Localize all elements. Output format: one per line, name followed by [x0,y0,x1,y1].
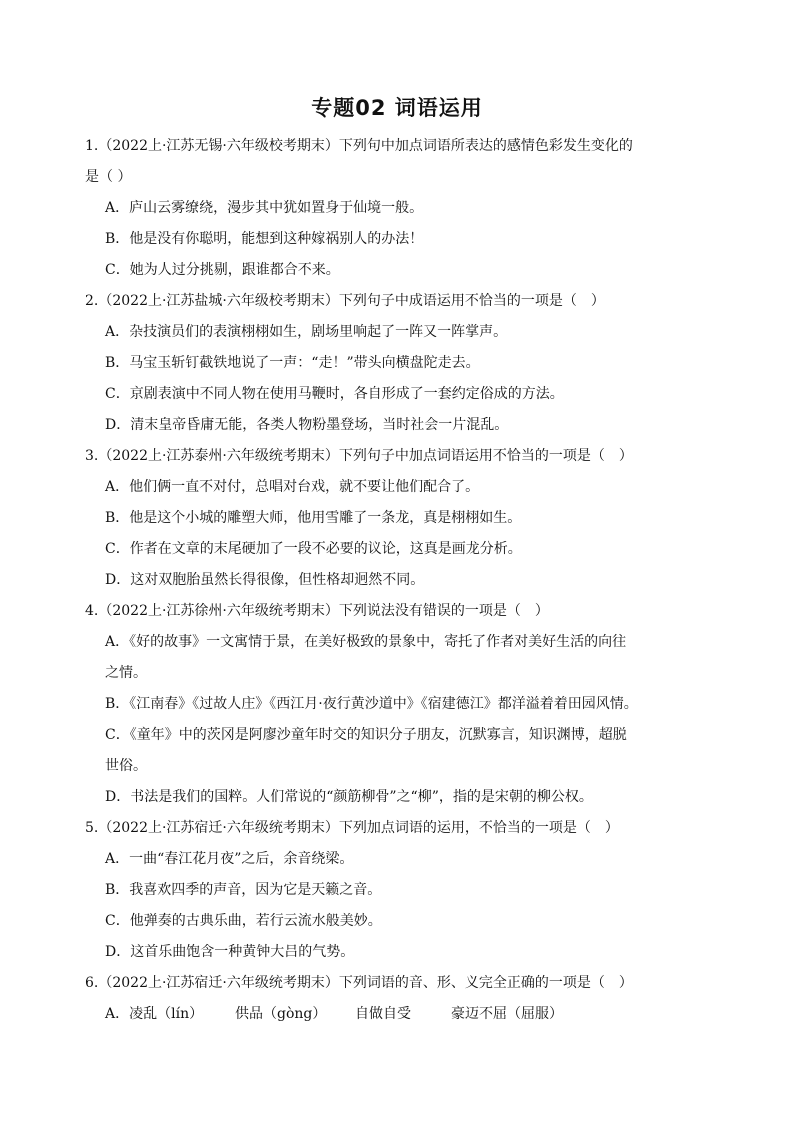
question-list [85,131,713,1030]
option-a-word-3: 自做自受 [355,1006,411,1022]
option-a-word-1: A．凌乱（lín） [105,1006,204,1022]
option-a-row [85,999,713,1030]
option-b: B．他是没有你聪明，能想到这种嫁祸别人的办法！ [105,231,424,247]
question-stem: 2.（2022上·江苏盐城·六年级校考期末）下列句子中成语运用不恰当的一项是（ ） [85,293,605,309]
question-1 [85,131,713,286]
option-a-continued: 之情。 [105,665,147,681]
option-b: B．马宝玉斩钉截铁地说了一声：“走！”带头向横盘陀走去。 [105,355,480,371]
question-stem: 4.（2022上·江苏徐州·六年级统考期末）下列说法没有错误的一项是（ ） [85,603,549,619]
option-d: D．清末皇帝昏庸无能，各类人物粉墨登场，当时社会一片混乱。 [105,417,509,433]
question-3 [85,441,713,596]
option-d: D．这对双胞胎虽然长得很像，但性格却迥然不同。 [105,572,425,588]
option-c: C．《童年》中的茨冈是阿廖沙童年时交的知识分子朋友，沉默寡言，知识渊博，超脱 [105,727,627,743]
question-6 [85,968,713,1030]
option-a: A．一曲“春江花月夜”之后，余音绕梁。 [105,851,354,867]
option-b: B．我喜欢四季的声音，因为它是天籁之音。 [105,882,382,898]
option-a: A．杂技演员们的表演栩栩如生，剧场里响起了一阵又一阵掌声。 [105,324,508,340]
question-stem: 6.（2022上·江苏宿迁·六年级统考期末）下列词语的音、形、义完全正确的一项是（ ） [85,975,633,991]
question-stem: 3.（2022上·江苏泰州·六年级统考期末）下列句子中加点词语运用不恰当的一项是（ ） [85,448,633,464]
question-stem: 5.（2022上·江苏宿迁·六年级统考期末）下列加点词语的运用，不恰当的一项是（ ） [85,820,619,836]
option-b: B．他是这个小城的雕塑大师，他用雪雕了一条龙，真是栩栩如生。 [105,510,522,526]
option-c: C．她为人过分挑剔，跟谁都合不来。 [105,262,340,278]
option-d: D．这首乐曲饱含一种黄钟大吕的气势。 [105,944,355,960]
option-a-word-2: 供品（gòng） [235,1006,327,1022]
option-a: A．庐山云雾缭绕，漫步其中犹如置身于仙境一般。 [105,200,424,216]
option-a: A．他们俩一直不对付，总唱对台戏，就不要让他们配合了。 [105,479,480,495]
option-c-continued: 世俗。 [105,758,147,774]
question-2 [85,286,713,441]
question-stem: 1.（2022上·江苏无锡·六年级校考期末）下列句中加点词语所表达的感情色彩发生变化的 [85,138,633,154]
option-c: C．作者在文章的末尾硬加了一段不必要的议论，这真是画龙分析。 [105,541,522,557]
page-title: 专题02 词语运用 [311,96,483,120]
question-stem-continued: 是（ ） [85,169,132,185]
option-c: C．京剧表演中不同人物在使用马鞭时，各自形成了一套约定俗成的方法。 [105,386,564,402]
option-a-word-4: 豪迈不屈（屈服） [451,1006,563,1022]
question-5 [85,813,713,968]
option-c: C．他弹奏的古典乐曲，若行云流水般美妙。 [105,913,382,929]
option-d: D．书法是我们的国粹。人们常说的“颜筋柳骨”之“柳”，指的是宋朝的柳公权。 [105,789,593,805]
question-4 [85,596,713,813]
option-b: B．《江南春》《过故人庄》《西江月·夜行黄沙道中》《宿建德江》都洋溢着着田园风情。 [105,696,638,712]
option-a: A．《好的故事》一文寓情于景，在美好极致的景象中，寄托了作者对美好生活的向往 [105,634,627,650]
